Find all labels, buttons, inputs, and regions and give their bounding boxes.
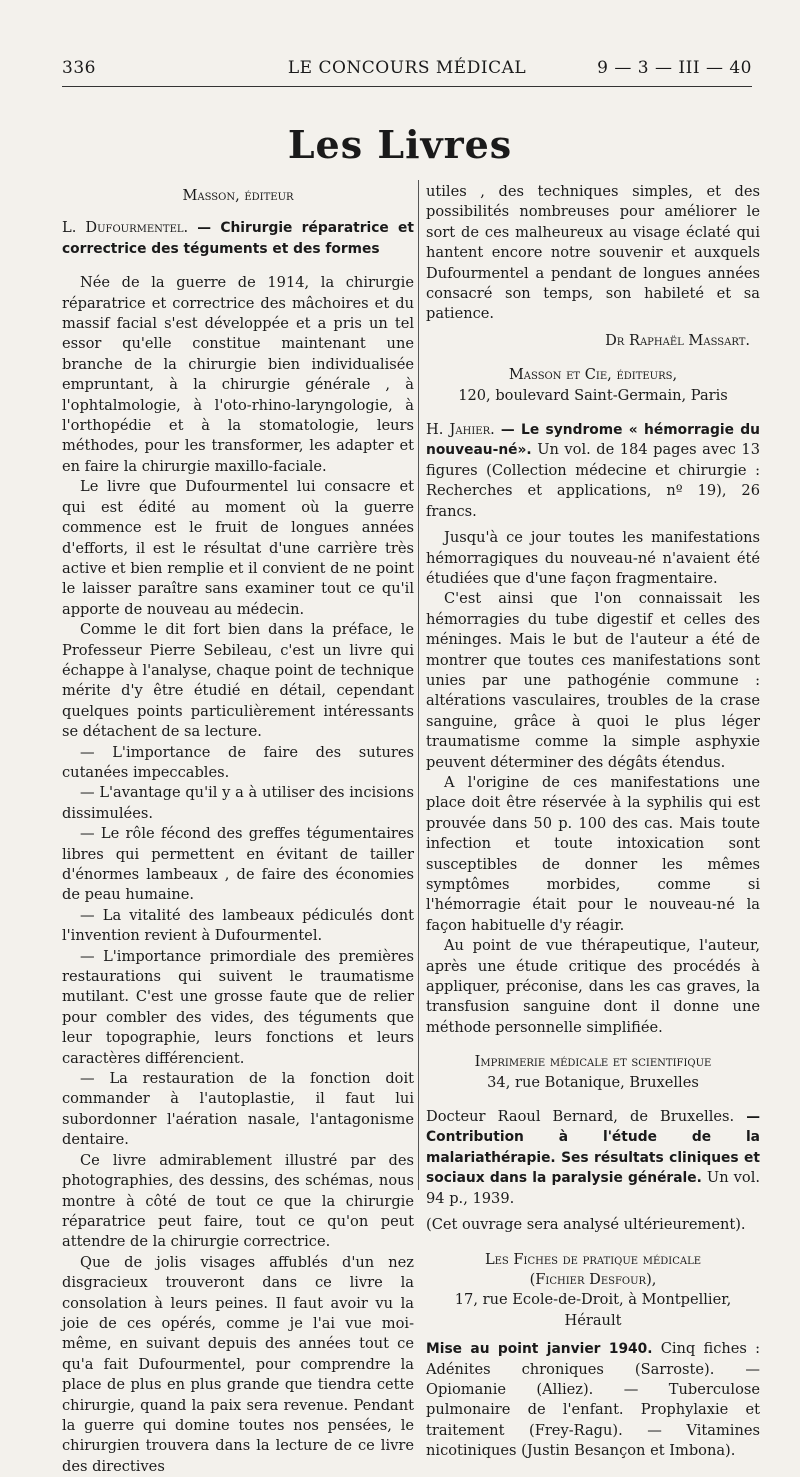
- book-details: Cinq fiches : Adénites chroniques (Sarroste). — Opiomanie (Alliez). — Tuberculose pulmonaire de l'enfant. Prophylaxie et traitement (Frey-Ragu). — Vitamines nicotiniques (Justin Besançon et Imbona).: [426, 1340, 761, 1460]
- review-paragraph: — L'importance de faire des sutures cutanées impeccables.: [62, 743, 414, 781]
- page-header: [62, 58, 752, 86]
- reviewer-signature: Dr Raphaël Massart.: [605, 331, 750, 349]
- review-paragraph: Jusqu'à ce jour toutes les manifestations hémorragiques du nouveau-né n'avaient été étudiées que d'une façon fragmentaire.: [426, 529, 760, 587]
- review-paragraph: — La vitalité des lambeaux pédiculés dont l'invention revient à Dufourmentel.: [62, 906, 414, 945]
- publisher-subheading: (Fichier Desfour),: [529, 1270, 657, 1288]
- left-column: [62, 180, 414, 1477]
- page-number: 336: [62, 58, 96, 78]
- publisher-heading: Masson et Cie, éditeurs,: [508, 366, 678, 384]
- book-author: H. Jahier.: [426, 421, 495, 439]
- review-paragraph: — Le rôle fécond des greffes tégumentaires libres qui permettent en évitant de tailler d'énormes lambeaux , de faire des économies de peau humaine.: [62, 825, 414, 904]
- book-details: Un vol. 94 p., 1939.: [426, 1169, 760, 1207]
- column-divider: [418, 180, 419, 1190]
- book-entry-heading: [426, 1107, 760, 1209]
- review-continuation: utiles , des techniques simples, et des possibilités nombreuses pour améliorer le sort de ces malheureux au visage éclaté qui hantent encore notre souvenir et auxquels Dufourmentel a pendant de longues années consacré son temps, son habileté et sa patience.: [426, 183, 760, 323]
- publisher-heading: Les Fiches de pratique médicale: [484, 1250, 702, 1268]
- right-column: [426, 182, 760, 1462]
- book-author: Docteur Raoul Bernard, de Bruxelles.: [426, 1108, 735, 1126]
- section-title: Les Livres: [287, 122, 513, 167]
- book-title: — Le syndrome « hémorragie du nouveau-né».: [426, 422, 760, 459]
- book-entry-heading: [426, 420, 760, 522]
- review-paragraph: C'est ainsi que l'on connaissait les hémorragies du tube digestif et celles des méninges. Mais le but de l'auteur a été de montrer que toutes ces manifestations sont unies par une pathogénie commune : altérations vasculaires, troubles de la crase sanguine, grâce à quoi le plus léger traumatisme comme la simple asphyxie peuvent déterminer des dégâts étendus.: [426, 590, 760, 771]
- review-paragraph: Au point de vue thérapeutique, l'auteur, après une étude critique des procédés à appliquer, préconise, dans les cas graves, la transfusion sanguine dont il donne une méthode personnelle simplifiée.: [426, 937, 760, 1036]
- issue-date: 9 — 3 — III — 40: [597, 58, 752, 78]
- book-note: (Cet ouvrage sera analysé ultérieurement).: [426, 1216, 746, 1234]
- publisher-address: 17, rue Ecole-de-Droit, à Montpellier, Hérault: [454, 1291, 732, 1329]
- journal-title: LE CONCOURS MÉDICAL: [287, 58, 527, 78]
- review-paragraph: Ce livre admirablement illustré par des photographies, des dessins, des schémas, nous montre à côté de tout ce que la chirurgie réparatrice peut faire, tout ce qu'on peut attendre de la chirurgie correctrice.: [62, 1151, 414, 1251]
- publisher-heading: Imprimerie médicale et scientifique: [474, 1053, 712, 1071]
- publisher-address: 34, rue Botanique, Bruxelles: [487, 1073, 699, 1091]
- book-details: Un vol. de 184 pages avec 13 figures (Collection médecine et chirurgie : Recherches et applications, nº 19), 26 francs.: [426, 441, 761, 520]
- review-paragraph: — L'importance primordiale des premières restaurations qui suivent le traumatisme mutilant. C'est une grosse faute que de relier pour combler des vides, des téguments que leur topographie, leurs fonctions et leurs caractères différencient.: [62, 947, 414, 1067]
- book-title: — Contribution à l'étude de la malariathérapie. Ses résultats cliniques et sociaux dans la paralysie générale.: [426, 1109, 760, 1187]
- book-author: L. Dufourmentel.: [62, 219, 189, 237]
- review-paragraph: Comme le dit fort bien dans la préface, le Professeur Pierre Sebileau, c'est un livre qui échappe à l'analyse, chaque point de technique mérite d'y être étudié en détail, cependant quelques points particulièrement intéressants se détachent de sa lecture.: [62, 621, 414, 741]
- book-title: Mise au point janvier 1940.: [426, 1341, 653, 1358]
- publisher-heading: Masson, éditeur: [182, 187, 294, 204]
- publisher-address: 120, boulevard Saint-Germain, Paris: [458, 386, 728, 404]
- review-paragraph: Née de la guerre de 1914, la chirurgie réparatrice et correctrice des mâchoires et du massif facial s'est développée et a pris un tel essor qu'elle constitue maintenant une branche de la chirurgie bien individualisée empruntant, à la chirurgie générale , à l'ophtalmologie, à l'oto-rhino-laryngologie, à l'orthopédie et à la stomatologie, leurs méthodes, pour les transformer, les adapter et en faire la chirurgie maxillo-faciale.: [62, 274, 414, 475]
- book-entry-heading: [62, 218, 414, 259]
- book-title: — Chirurgie réparatrice et correctrice des téguments et des formes: [62, 220, 414, 257]
- book-entry-heading: [426, 1339, 760, 1461]
- review-paragraph: A l'origine de ces manifestations une place doit être réservée à la syphilis qui est prouvée dans 50 p. 100 des cas. Mais toute infection et toute intoxication sont susceptibles de donner les mêmes symptômes morbides, comme si l'hémorragie était pour le nouveau-né la façon habituelle d'y réagir.: [426, 773, 760, 934]
- review-paragraph: Que de jolis visages affublés d'un nez disgracieux trouveront dans ce livre la consolation à leurs peines. Il faut avoir vu la joie de ces opérés, comme je l'ai vue moi-même, en suivant depuis des années tout ce qu'a fait Dufourmentel, pour comprendre la place de plus en plus grande que tiendra cette chirurgie, quand la paix sera revenue. Pendant la guerre qui domine toutes nos pensées, le chirurgien trouvera dans la lecture de ce livre des directives: [62, 1253, 414, 1475]
- header-rule: [62, 86, 752, 87]
- review-paragraph: Le livre que Dufourmentel lui consacre et qui est édité au moment où la guerre commence est le fruit de longues années d'efforts, il est le résultat d'une carrière très active et bien remplie et il convient de ne point le laisser paraître sans examiner tout ce qu'il apporte de nouveau au médecin.: [62, 478, 414, 618]
- review-paragraph: — L'avantage qu'il y a à utiliser des incisions dissimulées.: [62, 784, 414, 822]
- review-paragraph: — La restauration de la fonction doit commander à l'autoplastie, il faut lui subordonner l'aération nasale, l'antagonisme dentaire.: [62, 1070, 414, 1149]
